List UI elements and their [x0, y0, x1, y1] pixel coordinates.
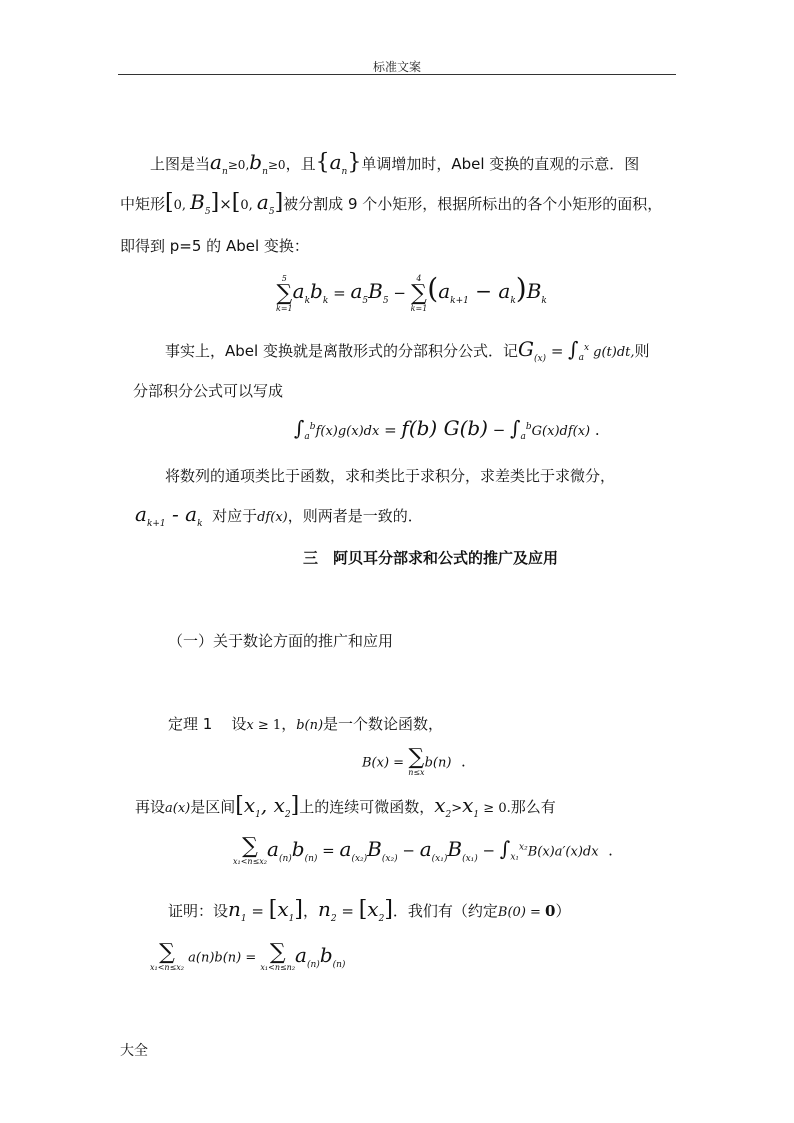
para3-line2: $a_{k+1} - a_k$ 对应于df(x)，则两者是一致的． [135, 502, 423, 529]
theorem-main-formula: ∑ x₁<n≤x₂ $a_{(n)}b_{(n)} = a_{(x_2)}B_{(x_2)} - a_{(x_1)}B_{(x_1)} - \int_{x_1}^{x_2}B(x)a'(x)dx$ . [233, 834, 613, 866]
para1-line3: 即得到 p=5 的 Abel 变换： [120, 237, 309, 255]
section-heading: 三 阿贝耳分部求和公式的推广及应用 [303, 549, 559, 567]
header-rule [118, 74, 676, 75]
page-footer: 大全 [120, 1043, 148, 1059]
page-header: 标准文案 [372, 60, 421, 74]
para2-line2: 分部积分公式可以写成 [133, 382, 284, 400]
para2-line1: 事实上，Abel 变换就是离散形式的分部积分公式．记$G_{(x)} = \int_a^x$ g(t)dt,则 [165, 337, 650, 364]
para1-line1: 上图是当$a_n\ge 0,b_n\ge 0$，且$\{a_n\}$单调增加时，Abel 变换的直观的示意．图 [150, 150, 640, 177]
proof-formula: ∑ x₁<n≤x₂ a(n)b(n) = ∑ x₁<n≤n₂ $a_{(n)}b_{(n)}$ [150, 940, 346, 972]
formula: $a_n$ [210, 150, 228, 177]
theorem-label: 定理 1 [168, 715, 213, 733]
theorem-definition-formula: B(x) = ∑ n≤x b(n) . [362, 745, 466, 777]
proof-line1: 证明：设$n_1 = [x_1]$，$n_2 = [x_2]$．我们有（约定B(0) = 0） [168, 897, 571, 924]
theorem-line1: 定理 1 设x ≥ 1，b(n)是一个数论函数， [168, 715, 444, 733]
theorem-line2: 再设a(x)是区间[$x_1$, $x_2$]上的连续可微函数，$x_2>x_1 \ge 0$.那么有 [135, 793, 556, 820]
subsection-heading: （一）关于数论方面的推广和应用 [168, 632, 394, 650]
para1-line2: 中矩形[0, $B_5]\times[0$, $a_5$]被分割成 9 个小矩形，根据所标出的各个小矩形的面积， [120, 190, 663, 217]
para3-line1: 将数列的通项类比于函数，求和类比于求积分，求差类比于求微分， [165, 467, 616, 485]
abel-formula: 5 ∑ k=1 $a_kb_k = a_5B_5$ − 4 ∑ k=1 $(a_{k+1} - a_k)B_k$ [276, 272, 547, 313]
integration-by-parts-formula: $\int_a^bf(x)g(x)dx = f(b) G(b) - \int_a^bG(x)df(x)$ . [294, 416, 600, 442]
